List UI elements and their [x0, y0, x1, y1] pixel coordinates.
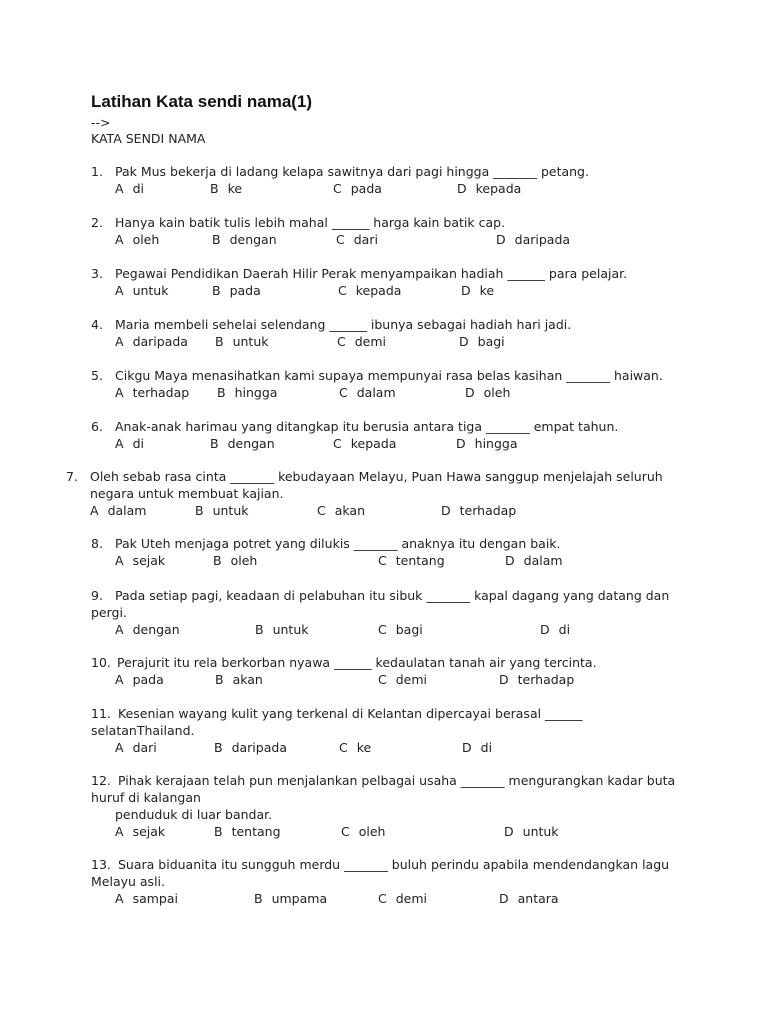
- option-text: oleh: [483, 385, 511, 400]
- option-letter: B: [255, 622, 264, 637]
- option-c: [378, 672, 427, 688]
- question-number: 10.: [91, 655, 111, 670]
- option-d: [465, 385, 510, 401]
- option-text: hingga: [234, 385, 278, 400]
- option-letter: A: [115, 232, 124, 247]
- option-letter: B: [212, 283, 221, 298]
- question-text-line: Maria membeli sehelai selendang ______ ibunya sebagai hadiah hari jadi.: [115, 317, 572, 332]
- option-letter: D: [496, 232, 506, 247]
- option-text: dengan: [227, 436, 275, 451]
- option-letter: D: [457, 181, 467, 196]
- option-text: untuk: [232, 334, 269, 349]
- question-text-line: penduduk di luar bandar.: [115, 807, 273, 822]
- option-c: [339, 385, 396, 401]
- option-letter: A: [115, 385, 124, 400]
- option-letter: B: [254, 891, 263, 906]
- option-d: [499, 891, 559, 907]
- option-text: untuk: [522, 824, 559, 839]
- option-d: [499, 672, 574, 688]
- question-number: 5.: [91, 368, 103, 383]
- option-text: akan: [232, 672, 263, 687]
- option-letter: D: [505, 553, 515, 568]
- option-text: sejak: [132, 824, 166, 839]
- option-text: terhadap: [132, 385, 190, 400]
- option-d: [505, 553, 563, 569]
- option-letter: B: [214, 824, 223, 839]
- option-letter: A: [115, 283, 124, 298]
- option-text: pada: [350, 181, 382, 196]
- option-text: dengan: [132, 622, 180, 637]
- option-letter: C: [333, 436, 342, 451]
- option-text: akan: [334, 503, 365, 518]
- option-letter: A: [90, 503, 99, 518]
- option-text: bagi: [477, 334, 505, 349]
- question-text-line: Melayu asli.: [91, 874, 165, 889]
- option-letter: A: [115, 824, 124, 839]
- option-text: demi: [354, 334, 387, 349]
- option-b: [255, 622, 309, 638]
- option-letter: B: [212, 232, 221, 247]
- option-letter: D: [459, 334, 469, 349]
- option-letter: B: [214, 740, 223, 755]
- option-text: kepada: [350, 436, 397, 451]
- option-text: daripada: [514, 232, 571, 247]
- option-letter: B: [213, 553, 222, 568]
- option-text: dalam: [523, 553, 563, 568]
- question-text-line: Pihak kerajaan telah pun menjalankan pelbagai usaha _______ mengurangkan kadar buta: [118, 773, 676, 788]
- question-text-line: Suara biduanita itu sungguh merdu _______ buluh perindu apabila mendendangkan lagu: [118, 857, 670, 872]
- option-a: [115, 232, 159, 248]
- question-text-line: Oleh sebab rasa cinta _______ kebudayaan Melayu, Puan Hawa sanggup menjelajah seluruh: [90, 469, 663, 484]
- option-b: [215, 672, 263, 688]
- option-letter: B: [217, 385, 226, 400]
- option-letter: B: [210, 181, 219, 196]
- question-text-line: Cikgu Maya menasihatkan kami supaya mempunyai rasa belas kasihan _______ haiwan.: [115, 368, 663, 383]
- option-b: [210, 181, 242, 197]
- option-letter: C: [378, 553, 387, 568]
- option-text: dari: [132, 740, 157, 755]
- question-number: 3.: [91, 266, 103, 281]
- option-text: untuk: [212, 503, 249, 518]
- option-c: [337, 334, 386, 350]
- option-d: [496, 232, 570, 248]
- option-letter: A: [115, 672, 124, 687]
- option-b: [215, 334, 269, 350]
- option-letter: C: [378, 672, 387, 687]
- option-d: [461, 283, 494, 299]
- option-text: terhadap: [459, 503, 517, 518]
- option-a: [115, 672, 164, 688]
- option-letter: C: [339, 385, 348, 400]
- option-b: [217, 385, 277, 401]
- option-a: [115, 740, 157, 756]
- question-number: 1.: [91, 164, 103, 179]
- option-letter: C: [378, 891, 387, 906]
- page-title: Latihan Kata sendi nama(1): [91, 92, 313, 111]
- option-a: [115, 181, 144, 197]
- option-c: [339, 740, 371, 756]
- option-b: [212, 232, 277, 248]
- option-text: tentang: [231, 824, 281, 839]
- question-number: 8.: [91, 536, 103, 551]
- option-letter: A: [115, 891, 124, 906]
- option-text: daripada: [231, 740, 287, 755]
- option-c: [378, 553, 445, 569]
- option-text: demi: [395, 672, 428, 687]
- option-text: oleh: [230, 553, 258, 568]
- option-b: [210, 436, 275, 452]
- option-letter: B: [195, 503, 204, 518]
- question-text-line: Pada setiap pagi, keadaan di pelabuhan itu sibuk _______ kapal dagang yang datang dan: [115, 588, 670, 603]
- option-letter: C: [317, 503, 326, 518]
- option-letter: B: [215, 672, 224, 687]
- option-text: pada: [229, 283, 261, 298]
- option-b: [214, 740, 287, 756]
- arrow-marker: -->: [91, 115, 111, 130]
- option-text: dengan: [229, 232, 277, 247]
- option-text: sejak: [132, 553, 166, 568]
- option-text: untuk: [272, 622, 309, 637]
- option-d: [459, 334, 505, 350]
- option-letter: D: [441, 503, 451, 518]
- option-b: [254, 891, 327, 907]
- option-text: dalam: [356, 385, 396, 400]
- option-letter: D: [465, 385, 475, 400]
- option-b: [212, 283, 261, 299]
- question-number: 7.: [66, 469, 78, 484]
- option-text: dari: [353, 232, 378, 247]
- option-d: [456, 436, 518, 452]
- option-text: kepada: [355, 283, 402, 298]
- option-b: [214, 824, 281, 840]
- option-text: oleh: [358, 824, 386, 839]
- option-c: [336, 232, 378, 248]
- option-a: [115, 436, 144, 452]
- question-text-line: Kesenian wayang kulit yang terkenal di Kelantan dipercayai berasal ______: [118, 706, 583, 721]
- question-text-line: Pegawai Pendidikan Daerah Hilir Perak menyampaikan hadiah ______ para pelajar.: [115, 266, 628, 281]
- option-a: [115, 622, 180, 638]
- question-number: 11.: [91, 706, 111, 721]
- option-letter: B: [215, 334, 224, 349]
- option-text: terhadap: [517, 672, 575, 687]
- option-a: [115, 385, 189, 401]
- option-text: antara: [517, 891, 559, 906]
- option-a: [115, 553, 165, 569]
- option-text: sampai: [132, 891, 178, 906]
- option-letter: C: [336, 232, 345, 247]
- question-number: 13.: [91, 857, 111, 872]
- option-text: ke: [356, 740, 372, 755]
- option-letter: D: [456, 436, 466, 451]
- option-d: [462, 740, 492, 756]
- option-c: [333, 181, 382, 197]
- question-text-line: huruf di kalangan: [91, 790, 201, 805]
- option-text: ke: [479, 283, 495, 298]
- option-a: [90, 503, 146, 519]
- option-d: [540, 622, 570, 638]
- option-text: di: [132, 181, 144, 196]
- option-c: [378, 891, 427, 907]
- option-text: kepada: [475, 181, 522, 196]
- option-text: daripada: [132, 334, 188, 349]
- option-letter: D: [499, 891, 509, 906]
- option-letter: B: [210, 436, 219, 451]
- question-text-line: Anak-anak harimau yang ditangkap itu berusia antara tiga _______ empat tahun.: [115, 419, 619, 434]
- question-text-line: negara untuk membuat kajian.: [90, 486, 284, 501]
- option-letter: D: [499, 672, 509, 687]
- question-text-line: Pak Uteh menjaga potret yang dilukis _______ anaknya itu dengan baik.: [115, 536, 561, 551]
- question-number: 4.: [91, 317, 103, 332]
- question-text-line: pergi.: [91, 605, 127, 620]
- option-letter: D: [462, 740, 472, 755]
- option-letter: C: [337, 334, 346, 349]
- option-c: [333, 436, 396, 452]
- question-text-line: selatanThailand.: [91, 723, 195, 738]
- option-letter: A: [115, 181, 124, 196]
- option-a: [115, 824, 165, 840]
- option-letter: A: [115, 553, 124, 568]
- option-letter: A: [115, 334, 124, 349]
- option-text: dalam: [107, 503, 147, 518]
- option-text: demi: [395, 891, 428, 906]
- option-text: bagi: [395, 622, 423, 637]
- option-letter: C: [338, 283, 347, 298]
- option-letter: A: [115, 436, 124, 451]
- option-c: [341, 824, 385, 840]
- option-text: di: [132, 436, 144, 451]
- option-c: [317, 503, 365, 519]
- option-letter: D: [461, 283, 471, 298]
- option-a: [115, 891, 178, 907]
- option-a: [115, 334, 188, 350]
- question-text-line: Hanya kain batik tulis lebih mahal ______ harga kain batik cap.: [115, 215, 506, 230]
- option-text: oleh: [132, 232, 160, 247]
- option-text: di: [558, 622, 571, 637]
- option-d: [457, 181, 521, 197]
- option-b: [213, 553, 257, 569]
- question-number: 9.: [91, 588, 103, 603]
- option-d: [504, 824, 559, 840]
- option-letter: C: [333, 181, 342, 196]
- option-letter: C: [341, 824, 350, 839]
- question-number: 6.: [91, 419, 103, 434]
- option-text: untuk: [132, 283, 169, 298]
- section-subtitle: KATA SENDI NAMA: [91, 131, 206, 146]
- option-b: [195, 503, 249, 519]
- option-letter: C: [378, 622, 387, 637]
- option-c: [378, 622, 423, 638]
- option-a: [115, 283, 168, 299]
- option-letter: C: [339, 740, 348, 755]
- option-text: pada: [132, 672, 164, 687]
- option-text: tentang: [395, 553, 445, 568]
- option-text: di: [480, 740, 493, 755]
- question-number: 2.: [91, 215, 103, 230]
- question-text-line: Pak Mus bekerja di ladang kelapa sawitnya dari pagi hingga _______ petang.: [115, 164, 589, 179]
- question-number: 12.: [91, 773, 111, 788]
- option-letter: A: [115, 740, 124, 755]
- option-text: ke: [227, 181, 243, 196]
- option-c: [338, 283, 401, 299]
- option-letter: A: [115, 622, 124, 637]
- option-letter: D: [540, 622, 550, 637]
- question-text-line: Perajurit itu rela berkorban nyawa ______ kedaulatan tanah air yang tercinta.: [117, 655, 597, 670]
- option-d: [441, 503, 516, 519]
- option-text: umpama: [271, 891, 328, 906]
- option-letter: D: [504, 824, 514, 839]
- option-text: hingga: [474, 436, 518, 451]
